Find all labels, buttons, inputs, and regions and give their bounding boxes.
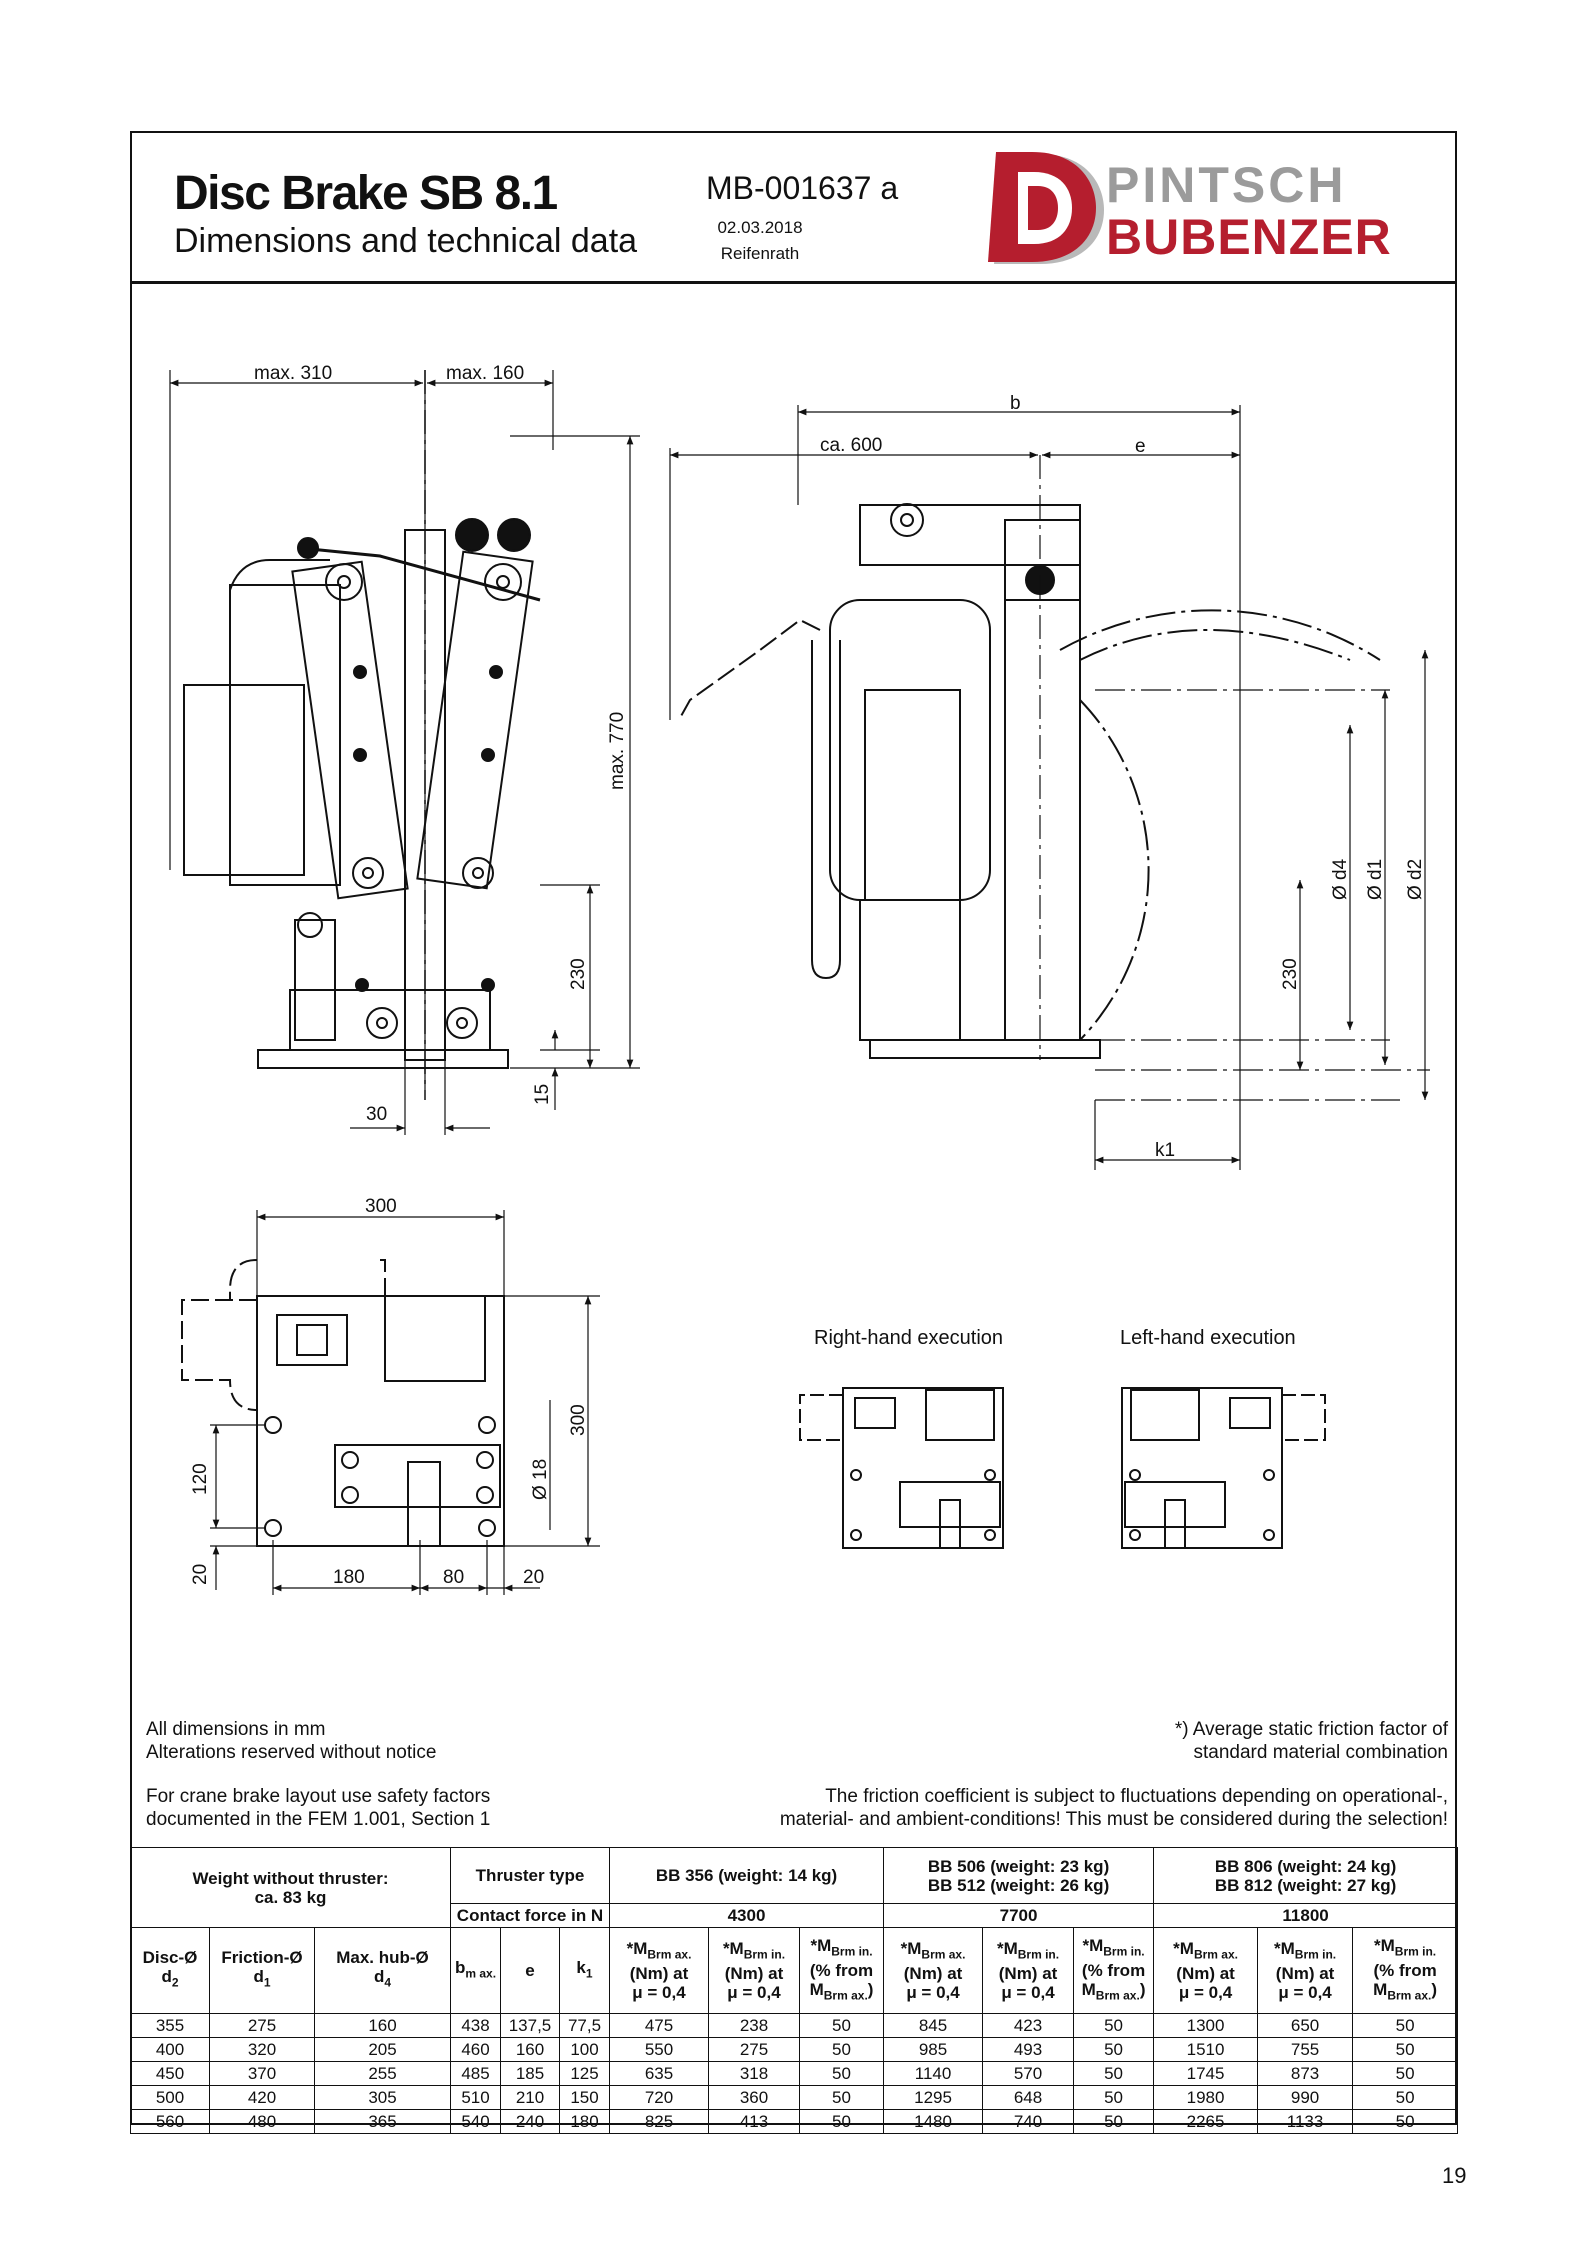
table-cell: 423: [983, 2014, 1074, 2038]
document-date: 02.03.2018: [717, 218, 803, 237]
table-cell: 1510: [1154, 2038, 1258, 2062]
dim-d18: Ø 18: [530, 1458, 551, 1500]
table-cell: 210: [501, 2086, 560, 2110]
table-cell: 1745: [1154, 2062, 1258, 2086]
table-cell: 438: [451, 2014, 501, 2038]
top-view-drawing: [182, 1260, 504, 1546]
thruster-bb512: BB 512 (weight: 26 kg): [927, 1875, 1110, 1895]
col-bmax: $b_{m ax.}$: [451, 1928, 501, 2014]
table-cell: 160: [315, 2014, 451, 2038]
contact-force-1: 4300: [610, 1904, 884, 1928]
dim-15: 15: [532, 1083, 553, 1105]
table-cell: 370: [210, 2062, 315, 2086]
table-cell: 50: [1074, 2038, 1154, 2062]
logo-text-bottom: BUBENZER: [1106, 209, 1392, 265]
dim-max160: max. 160: [446, 363, 525, 384]
table-cell: 355: [131, 2014, 210, 2038]
front-view-drawing: [680, 455, 1430, 1100]
dim-d1: Ø d1: [1365, 858, 1386, 900]
table-cell: 50: [800, 2014, 884, 2038]
col-pct-1: $*M_{Brm in.}$ (% from $M_{Brm ax.}$): [800, 1928, 884, 2014]
table-row: [131, 2110, 1458, 2134]
table-cell: 990: [1258, 2086, 1353, 2110]
table-cell: 550: [610, 2038, 709, 2062]
table-cell: 180: [560, 2110, 610, 2134]
table-cell: 500: [131, 2086, 210, 2110]
col-friction-diameter: Friction-Ø $d_1$: [210, 1928, 315, 2014]
table-cell: 77,5: [560, 2014, 610, 2038]
table-cell: 740: [983, 2110, 1074, 2134]
note-friction-line1: *) Average static friction factor of: [1174, 1719, 1448, 1740]
table-cell: 475: [610, 2014, 709, 2038]
table-cell: 873: [1258, 2062, 1353, 2086]
table-cell: 255: [315, 2062, 451, 2086]
weight-label: Weight without thruster:: [192, 1868, 389, 1888]
table-cell: 50: [1074, 2086, 1154, 2110]
table-cell: 50: [800, 2110, 884, 2134]
table-row: [131, 2062, 1458, 2086]
table-cell: 460: [451, 2038, 501, 2062]
table-cell: 570: [983, 2062, 1074, 2086]
logo-text-top: PINTSCH: [1106, 157, 1347, 213]
table-cell: 985: [884, 2038, 983, 2062]
dim-30: 30: [366, 1104, 388, 1125]
table-body: [131, 2014, 1458, 2134]
thruster-bb812: BB 812 (weight: 27 kg): [1214, 1875, 1397, 1895]
table-cell: 650: [1258, 2014, 1353, 2038]
document-number: MB-001637 a: [706, 170, 899, 206]
note-dimensions-line1: All dimensions in mm: [146, 1719, 326, 1740]
table-header-row-1: [131, 1848, 1458, 1904]
col-mmin-2: $*M_{Brm in.}$ (Nm) at μ = 0,4: [983, 1928, 1074, 2014]
technical-data-table: [130, 1847, 1458, 2134]
table-cell: 413: [709, 2110, 800, 2134]
right-hand-execution-drawing: [800, 1388, 1003, 1548]
table-cell: 50: [1074, 2062, 1154, 2086]
table-cell: 137,5: [501, 2014, 560, 2038]
note-crane-line2: documented in the FEM 1.001, Section 1: [146, 1809, 491, 1830]
table-cell: 560: [131, 2110, 210, 2134]
thruster-bb806-812: [1154, 1848, 1458, 1904]
table-cell: 485: [451, 2062, 501, 2086]
dim-d2: Ø d2: [1405, 858, 1426, 900]
document-author: Reifenrath: [720, 244, 800, 263]
table-cell: 648: [983, 2086, 1074, 2110]
dim-120: 120: [190, 1463, 211, 1495]
dim-20-vertical: 20: [190, 1563, 211, 1585]
left-hand-execution-drawing: [1122, 1388, 1325, 1548]
thruster-bb356: BB 356 (weight: 14 kg): [610, 1848, 884, 1904]
table-cell: 480: [210, 2110, 315, 2134]
thruster-bb506: BB 506 (weight: 23 kg): [927, 1856, 1110, 1876]
dim-ca600: ca. 600: [820, 435, 883, 456]
contact-force-2: 7700: [884, 1904, 1154, 1928]
table-cell: 2265: [1154, 2110, 1258, 2134]
table-cell: 360: [709, 2086, 800, 2110]
col-mmax-3: $*M_{Brm ax.}$ (Nm) at μ = 0,4: [1154, 1928, 1258, 2014]
table-cell: 755: [1258, 2038, 1353, 2062]
table-cell: 50: [800, 2038, 884, 2062]
contact-force-label: Contact force in N: [451, 1904, 610, 1928]
dim-80: 80: [443, 1567, 465, 1588]
table-cell: 540: [451, 2110, 501, 2134]
table-cell: 1133: [1258, 2110, 1353, 2134]
table-cell: 50: [1074, 2110, 1154, 2134]
dim-180: 180: [333, 1567, 365, 1588]
page-subtitle: Dimensions and technical data: [174, 222, 638, 260]
col-hub-diameter: Max. hub-Ø $d_4$: [315, 1928, 451, 2014]
dim-max770: max. 770: [607, 711, 628, 790]
side-view-drawing: [184, 370, 540, 1100]
table-cell: 150: [560, 2086, 610, 2110]
table-cell: 275: [709, 2038, 800, 2062]
note-coef-line1: The friction coefficient is subject to fluctuations depending on operational-,: [825, 1786, 1448, 1807]
table-cell: 205: [315, 2038, 451, 2062]
table-cell: 100: [560, 2038, 610, 2062]
col-mmax-2: $*M_{Brm ax.}$ (Nm) at μ = 0,4: [884, 1928, 983, 2014]
table-cell: 365: [315, 2110, 451, 2134]
table-cell: 510: [451, 2086, 501, 2110]
table-cell: 1480: [884, 2110, 983, 2134]
note-friction-factor: [1175, 1718, 1448, 1764]
dim-b: b: [1010, 393, 1021, 414]
table-cell: 125: [560, 2062, 610, 2086]
table-cell: 1140: [884, 2062, 983, 2086]
dim-e: e: [1135, 436, 1146, 457]
top-view-dimensions: [210, 1210, 600, 1595]
table-row: [131, 2086, 1458, 2110]
table-cell: 720: [610, 2086, 709, 2110]
thruster-bb506-512: [884, 1848, 1154, 1904]
table-cell: 50: [800, 2086, 884, 2110]
table-cell: 420: [210, 2086, 315, 2110]
table-cell: 240: [501, 2110, 560, 2134]
dim-230-side: 230: [568, 958, 589, 990]
contact-force-3: 11800: [1154, 1904, 1458, 1928]
table-row: [131, 2014, 1458, 2038]
table-cell: 450: [131, 2062, 210, 2086]
table-cell: 50: [800, 2062, 884, 2086]
col-mmin-3: $*M_{Brm in.}$ (Nm) at μ = 0,4: [1258, 1928, 1353, 2014]
col-disc-diameter: Disc-Ø $d_2$: [131, 1928, 210, 2014]
table-cell: 400: [131, 2038, 210, 2062]
weight-cell: [131, 1848, 451, 1928]
dim-20-horizontal: 20: [523, 1567, 545, 1588]
col-mmin-1: $*M_{Brm in.}$ (Nm) at μ = 0,4: [709, 1928, 800, 2014]
note-coef-line2: material- and ambient-conditions! This must be considered during the selection!: [779, 1809, 1448, 1830]
dim-k1: k1: [1155, 1140, 1176, 1161]
table-cell: 845: [884, 2014, 983, 2038]
table-cell: 238: [709, 2014, 800, 2038]
thruster-type-label: Thruster type: [451, 1848, 610, 1904]
note-dimensions: [146, 1718, 436, 1764]
page-number: 19: [1442, 2163, 1467, 2188]
dim-300-width: 300: [365, 1196, 397, 1217]
col-pct-3: $*M_{Brm in.}$ (% from $M_{Brm ax.}$): [1353, 1928, 1458, 2014]
table-cell: 50: [1353, 2038, 1458, 2062]
col-e: e: [501, 1928, 560, 2014]
table-cell: 50: [1353, 2086, 1458, 2110]
dim-300-height: 300: [568, 1404, 589, 1436]
dim-230-front: 230: [1280, 958, 1301, 990]
table-cell: 50: [1353, 2062, 1458, 2086]
note-friction-coefficient: [780, 1785, 1448, 1831]
note-crane-layout: [146, 1785, 490, 1831]
table-cell: 1295: [884, 2086, 983, 2110]
col-k1: $k_1$: [560, 1928, 610, 2014]
thruster-bb806: BB 806 (weight: 24 kg): [1214, 1856, 1397, 1876]
table-cell: 50: [1074, 2014, 1154, 2038]
page-title: Disc Brake SB 8.1: [174, 167, 557, 220]
left-hand-label: Left-hand execution: [1120, 1327, 1296, 1349]
table-cell: 493: [983, 2038, 1074, 2062]
table-cell: 635: [610, 2062, 709, 2086]
table-cell: 50: [1353, 2110, 1458, 2134]
col-pct-2: $*M_{Brm in.}$ (% from $M_{Brm ax.}$): [1074, 1928, 1154, 2014]
table-cell: 185: [501, 2062, 560, 2086]
table-cell: 825: [610, 2110, 709, 2134]
dim-d4: Ø d4: [1330, 858, 1351, 900]
table-row: [131, 2038, 1458, 2062]
right-hand-label: Right-hand execution: [814, 1327, 1004, 1349]
weight-value: ca. 83 kg: [254, 1887, 327, 1907]
table-cell: 320: [210, 2038, 315, 2062]
dim-max310: max. 310: [254, 363, 333, 384]
table-cell: 305: [315, 2086, 451, 2110]
table-cell: 160: [501, 2038, 560, 2062]
table-cell: 318: [709, 2062, 800, 2086]
note-dimensions-line2: Alterations reserved without notice: [146, 1742, 437, 1763]
note-friction-line2: standard material combination: [1193, 1742, 1448, 1763]
table-cell: 1300: [1154, 2014, 1258, 2038]
col-mmax-1: $*M_{Brm ax.}$ (Nm) at μ = 0,4: [610, 1928, 709, 2014]
table-cell: 50: [1353, 2014, 1458, 2038]
table-header-row-3: [131, 1928, 1458, 2014]
table-cell: 275: [210, 2014, 315, 2038]
note-crane-line1: For crane brake layout use safety factors: [146, 1786, 491, 1807]
table-cell: 1980: [1154, 2086, 1258, 2110]
